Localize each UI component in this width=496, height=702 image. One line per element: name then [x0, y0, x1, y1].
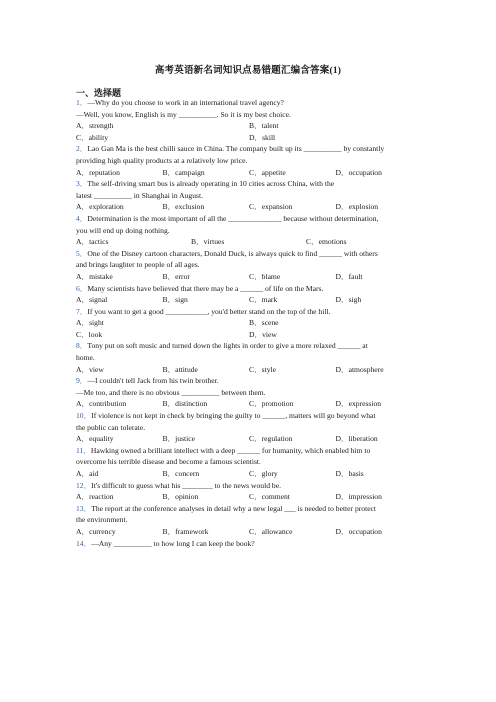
answer-option[interactable]: D．explosion — [335, 202, 379, 212]
question-text — [76, 213, 422, 225]
question-line: Determination is the most important of all the ______________ because without determination, — [87, 213, 379, 223]
question-item — [76, 410, 422, 445]
question-text — [76, 109, 422, 121]
question-text — [76, 155, 422, 167]
question-line: —I couldn't tell Jack from his twin brother. — [87, 376, 219, 386]
question-number: 14． — [76, 538, 92, 548]
question-text — [76, 410, 422, 422]
question-number: 9． — [76, 376, 88, 386]
question-item — [76, 306, 422, 341]
question-text — [76, 352, 422, 364]
question-line: One of the Disney cartoon characters, Donald Duck, is always quick to find ______ with others — [87, 248, 378, 258]
question-line: the environment. — [76, 515, 128, 525]
answer-option[interactable]: B．attitude — [162, 364, 198, 374]
answer-option[interactable]: B．justice — [162, 434, 195, 444]
question-line: The self-driving smart bus is already operating in 10 cities across China, with the — [87, 179, 335, 189]
question-number: 7． — [76, 306, 88, 316]
question-line: It's difficult to guess what his ________ to the news would be. — [91, 480, 281, 490]
answer-option[interactable]: B．scene — [249, 318, 279, 328]
answer-option[interactable]: C．glory — [249, 469, 278, 478]
question-line: —Well, you know, English is my __________. So it is my best choice. — [76, 109, 291, 119]
answer-option[interactable]: A．equality — [76, 434, 114, 444]
answer-option[interactable]: B．opinion — [162, 492, 199, 502]
answer-option[interactable]: B．campaign — [162, 167, 205, 177]
question-text — [76, 190, 422, 202]
question-item — [76, 213, 422, 248]
answer-option[interactable]: D．liberation — [335, 434, 378, 444]
answer-option[interactable]: D．sigh — [335, 295, 362, 305]
question-item — [76, 340, 422, 375]
options-row — [76, 132, 422, 144]
question-text — [76, 387, 422, 399]
answer-option[interactable]: D．fault — [335, 271, 363, 281]
answer-option[interactable]: D．skill — [249, 132, 276, 142]
answer-option[interactable]: C．mark — [249, 295, 278, 305]
options-row — [76, 167, 422, 179]
question-item — [76, 97, 422, 143]
answer-option[interactable]: C．appetite — [249, 167, 286, 177]
question-text — [76, 480, 422, 492]
question-item — [76, 248, 422, 283]
options-row — [76, 491, 422, 503]
question-line: latest __________ in Shanghai in August. — [76, 190, 203, 200]
answer-option[interactable]: A．exploration — [76, 202, 124, 212]
question-number: 1． — [76, 98, 88, 107]
answer-option[interactable]: C．blame — [249, 271, 281, 281]
question-line: the public can tolerate. — [76, 422, 146, 432]
question-text — [76, 143, 422, 155]
answer-option[interactable]: C．allowance — [249, 526, 293, 536]
answer-option[interactable]: D．impression — [335, 492, 382, 502]
answer-option[interactable]: D．expression — [335, 399, 382, 409]
answer-option[interactable]: D．view — [249, 329, 277, 339]
question-item — [76, 445, 422, 480]
question-item — [76, 503, 422, 538]
question-item — [76, 178, 422, 213]
question-line: —Why do you choose to work in an international travel agency? — [87, 98, 284, 107]
question-text — [76, 422, 422, 434]
answer-option[interactable]: C．style — [249, 364, 277, 374]
question-text — [76, 306, 422, 318]
question-number: 13． — [76, 503, 92, 513]
options-row — [76, 294, 422, 306]
question-number: 10． — [76, 411, 92, 421]
options-row — [76, 364, 422, 376]
question-text — [76, 340, 422, 352]
question-item — [76, 143, 422, 178]
answer-option[interactable]: B．exclusion — [162, 202, 205, 212]
question-line: Hawking owned a brilliant intellect with a deep ______ for humanity, which enabled him to — [90, 445, 371, 455]
question-number: 8． — [76, 341, 88, 351]
answer-option[interactable]: D．occupation — [335, 167, 382, 177]
question-text — [76, 456, 422, 468]
answer-option[interactable]: B．error — [162, 271, 190, 281]
answer-option[interactable]: A．aid — [76, 469, 99, 478]
answer-option[interactable]: D．occupation — [335, 526, 382, 536]
question-number: 12． — [76, 480, 92, 490]
question-line: providing high quality products at a relatively low price. — [76, 155, 248, 165]
answer-option[interactable]: A．view — [76, 364, 104, 374]
options-row — [76, 201, 422, 213]
question-number: 5． — [76, 248, 88, 258]
question-line: —Any __________ to how long I can keep the book? — [91, 538, 255, 548]
options-row — [76, 526, 422, 538]
answer-option[interactable]: C．emotions — [306, 237, 347, 247]
question-item — [76, 538, 422, 550]
options-row — [76, 236, 422, 248]
question-number: 11． — [76, 445, 91, 455]
options-row — [76, 317, 422, 329]
answer-option[interactable]: D．atmosphere — [335, 364, 384, 374]
answer-option[interactable]: D．basis — [335, 469, 364, 478]
answer-option[interactable]: C．expansion — [249, 202, 293, 212]
question-line: The report at the conference analyses in detail why a new legal ___ is needed to better protect — [91, 503, 377, 513]
question-text — [76, 225, 422, 237]
answer-option[interactable]: B．concern — [162, 469, 200, 478]
options-row — [76, 433, 422, 445]
answer-option[interactable]: B．virtues — [191, 237, 225, 247]
options-row — [76, 271, 422, 283]
question-text — [76, 248, 422, 260]
question-text — [76, 375, 422, 387]
answer-option[interactable]: A．sight — [76, 318, 104, 328]
question-number: 6． — [76, 283, 88, 293]
options-row — [76, 468, 422, 480]
answer-option[interactable]: A．contribution — [76, 399, 127, 409]
options-row — [76, 329, 422, 341]
answer-option[interactable]: B．framework — [162, 526, 209, 536]
answer-option[interactable]: A．signal — [76, 295, 108, 305]
question-item — [76, 480, 422, 503]
question-line: home. — [76, 353, 95, 363]
question-text — [76, 178, 422, 190]
options-row — [76, 398, 422, 410]
question-text — [76, 538, 422, 550]
question-item — [76, 283, 422, 306]
answer-option[interactable]: A．mistake — [76, 271, 113, 281]
question-list — [76, 97, 422, 549]
question-text — [76, 503, 422, 515]
page-title: 高考英语新名词知识点易错题汇编含答案(1) — [154, 66, 342, 76]
question-text — [76, 283, 422, 295]
question-number: 4． — [76, 213, 88, 223]
question-text — [76, 97, 422, 109]
options-row — [76, 120, 422, 132]
answer-option[interactable]: A．reaction — [76, 492, 114, 502]
answer-option[interactable]: C．comment — [249, 492, 290, 502]
answer-option[interactable]: A．strength — [76, 121, 114, 131]
answer-option[interactable]: C．ability — [76, 132, 109, 142]
question-item — [76, 375, 422, 410]
question-line: and brings laughter to people of all ages. — [76, 260, 200, 270]
question-line: If you want to get a good ___________, you'd better stand on the top of the hill. — [87, 306, 331, 316]
question-text — [76, 445, 422, 457]
answer-option[interactable]: C．promotion — [249, 399, 294, 409]
question-line: Many scientists have believed that there may be a ______ of life on the Mars. — [87, 283, 324, 293]
answer-option[interactable]: B．talent — [249, 121, 279, 131]
question-number: 3． — [76, 179, 88, 189]
answer-option[interactable]: A．tactics — [76, 237, 109, 247]
question-line: Tony put on soft music and turned down the lights in order to give a more relaxed ______ at — [87, 341, 368, 351]
question-line: overcome his terrible disease and become a famous scientist. — [76, 457, 261, 467]
question-line: Lao Gan Ma is the best chilli sauce in China. The company built up its __________ by constantly — [87, 144, 385, 154]
answer-option[interactable]: C．regulation — [249, 434, 293, 444]
question-line: If violence is not kept in check by bringing the guilty to ______, matters will go beyond what — [91, 411, 376, 421]
question-line: —Me too, and there is no obvious __________ between them. — [76, 387, 266, 397]
answer-option[interactable]: B．sign — [162, 295, 188, 305]
question-number: 2． — [76, 144, 88, 154]
answer-option[interactable]: C．look — [76, 329, 103, 339]
section-heading: 一、选择题 — [76, 88, 122, 98]
question-text — [76, 259, 422, 271]
answer-option[interactable]: A．currency — [76, 526, 116, 536]
question-text — [76, 514, 422, 526]
question-line: you will end up doing nothing. — [76, 225, 170, 235]
answer-option[interactable]: A．reputation — [76, 167, 120, 177]
answer-option[interactable]: B．distinction — [162, 399, 208, 409]
